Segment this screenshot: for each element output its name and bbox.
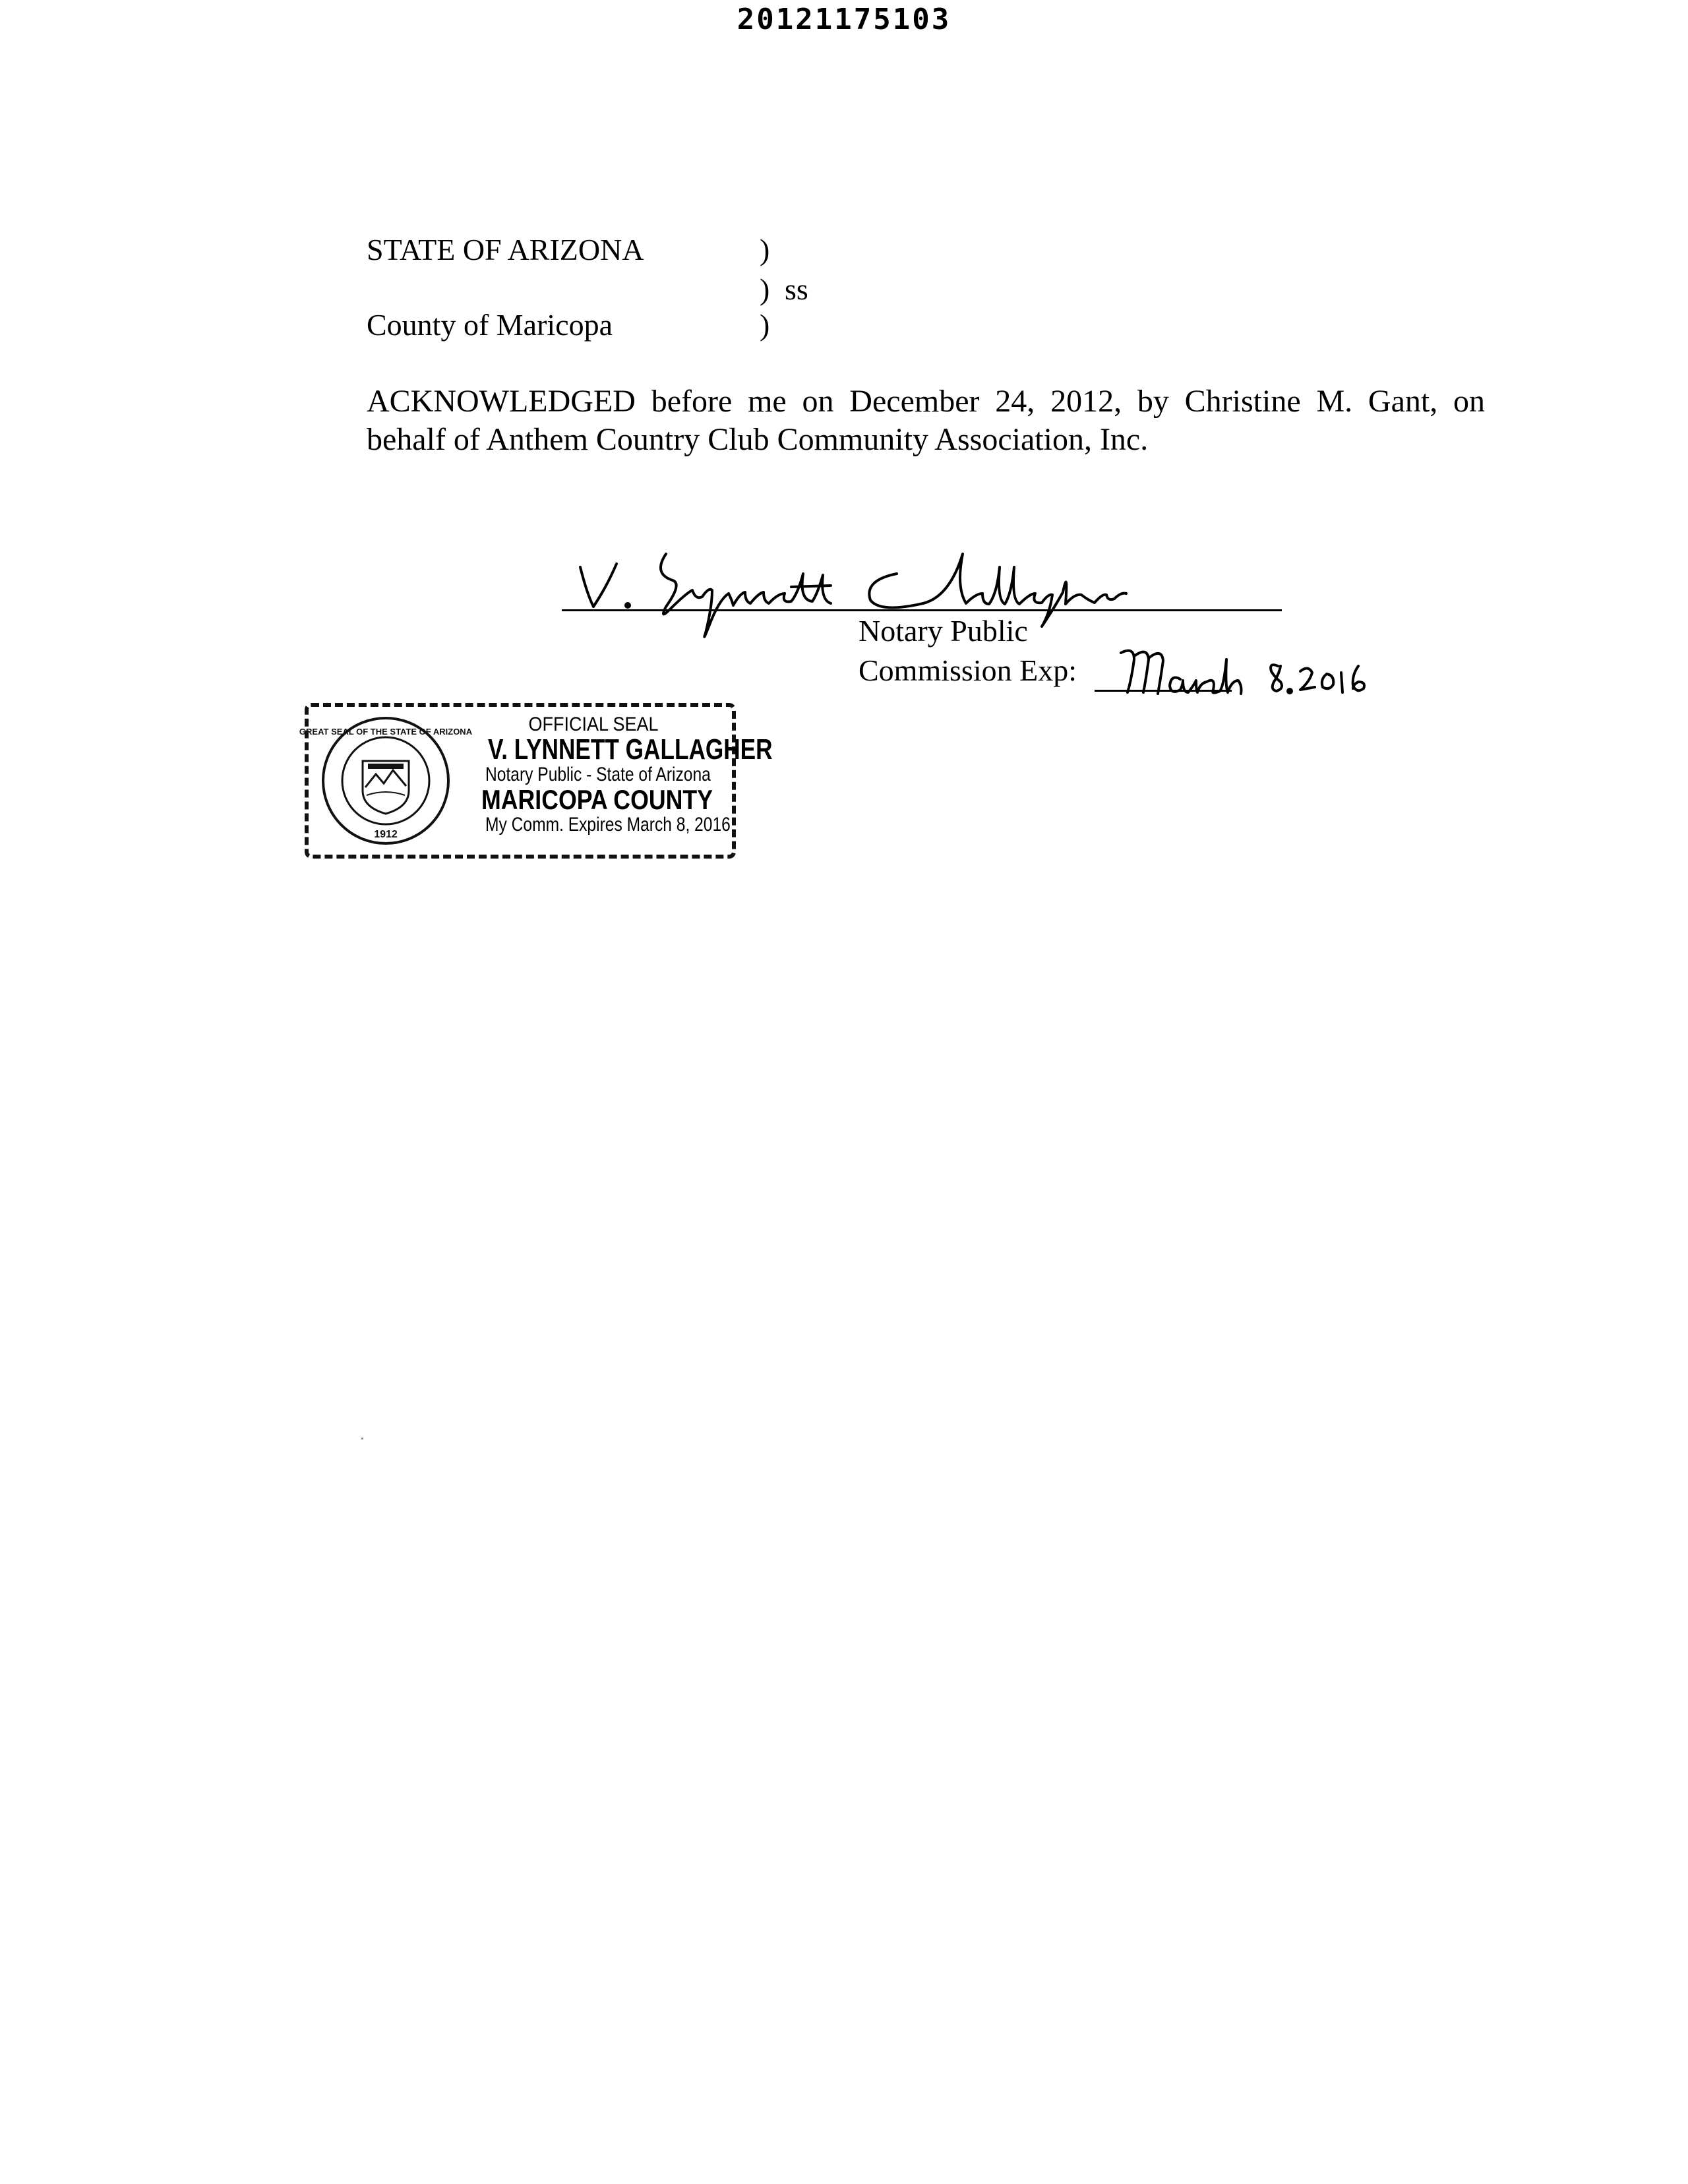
scan-artifact (361, 1438, 363, 1440)
venue-paren-2: ) (760, 272, 770, 306)
venue-county: County of Maricopa (367, 308, 613, 342)
seal-line-expires: My Comm. Expires March 8, 2016 (485, 814, 731, 835)
commission-date-handwritten (1114, 633, 1457, 706)
svg-text:GREAT SEAL OF THE STATE OF ARI: GREAT SEAL OF THE STATE OF ARIZONA (299, 727, 473, 737)
venue-paren-3: ) (760, 308, 770, 342)
venue-ss: ss (785, 272, 808, 306)
venue-state: STATE OF ARIZONA (367, 233, 644, 266)
signature-line (562, 609, 1282, 611)
seal-line-name: V. LYNNETT GALLAGHER (488, 733, 773, 766)
official-notary-seal (299, 703, 773, 859)
commission-label: Commission Exp: (859, 653, 1077, 687)
arizona-state-seal-icon (299, 715, 473, 847)
svg-text:1912: 1912 (374, 829, 398, 840)
seal-line-notary: Notary Public - State of Arizona (485, 764, 711, 785)
seal-line-official: OFFICIAL SEAL (528, 713, 659, 735)
notary-title: Notary Public (859, 614, 1028, 648)
acknowledgment-text: ACKNOWLEDGED before me on December 24, 2012, by Christine M. Gant, on behalf of Anthem Country Club Community Association, Inc. (367, 384, 1485, 457)
venue-paren-1: ) (760, 233, 770, 266)
document-number: 20121175103 (737, 3, 951, 36)
seal-line-county: MARICOPA COUNTY (481, 784, 713, 815)
